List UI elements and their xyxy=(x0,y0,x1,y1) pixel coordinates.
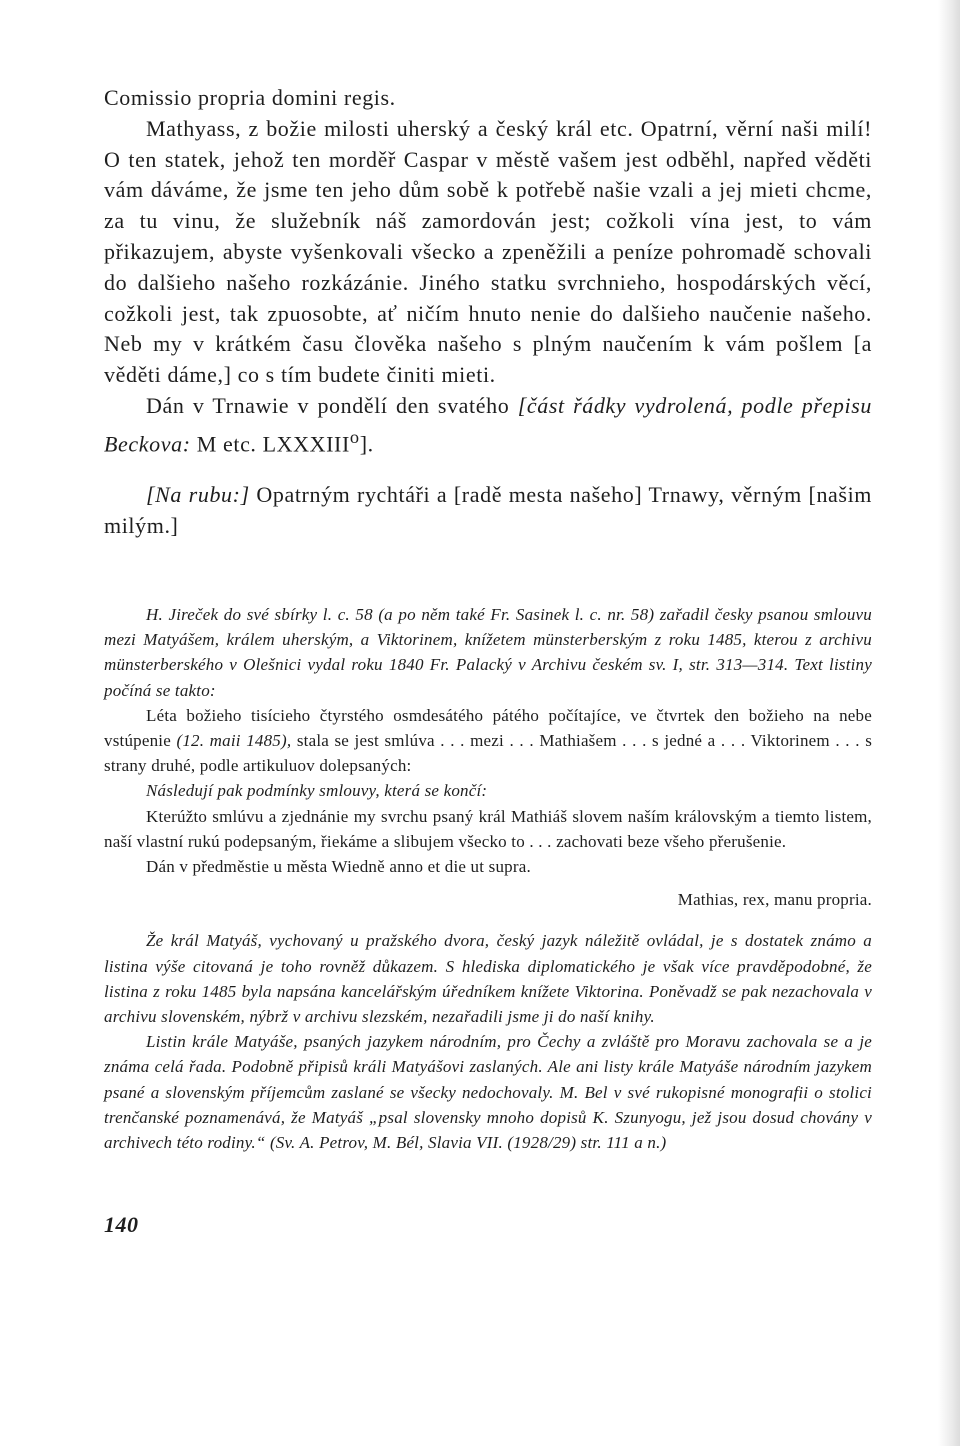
commentary-section xyxy=(104,602,872,1155)
note-paragraph-2: Následují pak podmínky smlouvy, která se končí: xyxy=(146,781,488,801)
note-quote-2: Kterúžto smlúvu a zjednánie my svrchu psaný král Mathiáš slovem naším královským a tiemto listem, naší vlastní rukú podepsaným, řiekáme a slibujem všecko to . . . zachovati beze všeho přerušenie. xyxy=(104,806,872,851)
verso-label: [Na rubu:] xyxy=(146,481,250,507)
note-quote-1 xyxy=(104,703,872,779)
dating-text: Dán v Trnawie v pondělí den svatého xyxy=(146,392,518,418)
quote-1-date: (12. maii 1485), xyxy=(176,731,292,751)
address-text: Opatrným rychtáři a [radě mesta našeho] Trnawy, věrným [našim milým.] xyxy=(104,481,872,538)
signature-line: Mathias, rex, manu propria. xyxy=(677,890,872,910)
dating-tail: M etc. LXXXIII xyxy=(190,431,350,457)
dating-editorial-note: [část řádky vydrolená, podle přepisu Beckova: xyxy=(104,392,872,457)
note-paragraph-3: Že král Matyáš, vychovaný u pražského dvora, český jazyk náležitě ovládal, je s dostatek známo a listina výše citovaná je toho rovněž důkazem. S hlediska diplomatického je však více pravděpodobné, že listina z roku 1485 byla napsána kancelářským úředníkem knížete Viktorina. Poněvadž se pak nezachovala v archivu slovenském, nýbrž v archivu slezském, nezařadili jsme ji do naší knihy. xyxy=(104,931,872,1027)
note-paragraph-1: H. Jireček do své sbírky l. c. 58 (a po něm také Fr. Sasinek l. c. nr. 58) zařadil česky psanou smlouvu mezi Matyášem, králem uherským, a Viktorinem, knížetem münsterberským z roku 1485, kterou z archivu münsterberského v Olešnici vydal roku 1840 Fr. Palacký v Archivu českém sv. I, str. 313—314. Text listiny počíná se takto: xyxy=(104,605,872,700)
letter-paragraph-1: Mathyass, z božie milosti uherský a český král etc. Opatrní, věrní naši milí! O ten statek, jehož ten morděř Caspar v městě vašem jest odběhl, napřed věděti vám dáváme, že jsme ten jeho dům sobě k potřebě našie vzali a jej mieti chcme, za tu vinu, že služebník náš zamordován jest; cožkoli vína jest, to vám přikazujem, abyste vyšenkovali všecko a zpeněžili a peníze pohromadě schovali do dalšieho našeho rozkázánie. Jiného statku svrchnieho, hospodárských věcí, cožkoli jest, tak zpuosobte, ať ničím hnuto nenie do dalšieho naučenie našeho. Neb my v krátkém času člověka našeho s plným naučením k vám pošlem [a věděti dáme,] co s tím budete činiti mieti. xyxy=(104,115,872,388)
note-quote-3: Dán v předměstie u města Wiedně anno et die ut supra. xyxy=(146,857,531,877)
letter-paragraph-3 xyxy=(104,480,872,542)
quote-1b: stala se jest smlúva . . . mezi . . . Mathiašem . . . s jedné a . . . Viktorinem . . . s strany druhé, podle artikuluov dolepsaných: xyxy=(104,731,873,776)
heading: Comissio propria domini regis. xyxy=(104,85,396,110)
letter-section xyxy=(104,83,872,541)
letter-paragraph-2 xyxy=(104,391,872,460)
dating-superscript: o xyxy=(349,426,360,447)
quote-1a: Léta božieho tisícieho čtyrstého osmdesátého pátého počítajíce, ve čtvrtek den božieho na nebe vstúpenie xyxy=(104,705,872,751)
note-paragraph-4: Listin krále Matyáše, psaných jazykem národním, pro Čechy a zvláště pro Moravu zachovala se a je známa celá řada. Podobně připisů králi Matyášovi zaslaných. Ale ani listy krále Matyáše národním jazykem psané a slovenským příjemcům zaslané se všecky nedochovaly. M. Bel v své rukopisné monografii o stolici trenčanské poznamenává, že Matyáš „psal slovensky mnoho dopisů K. Szunyogu, jež jsou dosud chovány v archivech této rodiny.“ (Sv. A. Petrov, M. Bél, Slavia VII. (1928/29) str. 111 a n.) xyxy=(104,1032,872,1153)
dating-end: ]. xyxy=(359,431,374,457)
page-number: 140 xyxy=(104,1212,139,1237)
page-edge-shadow xyxy=(938,0,960,1446)
